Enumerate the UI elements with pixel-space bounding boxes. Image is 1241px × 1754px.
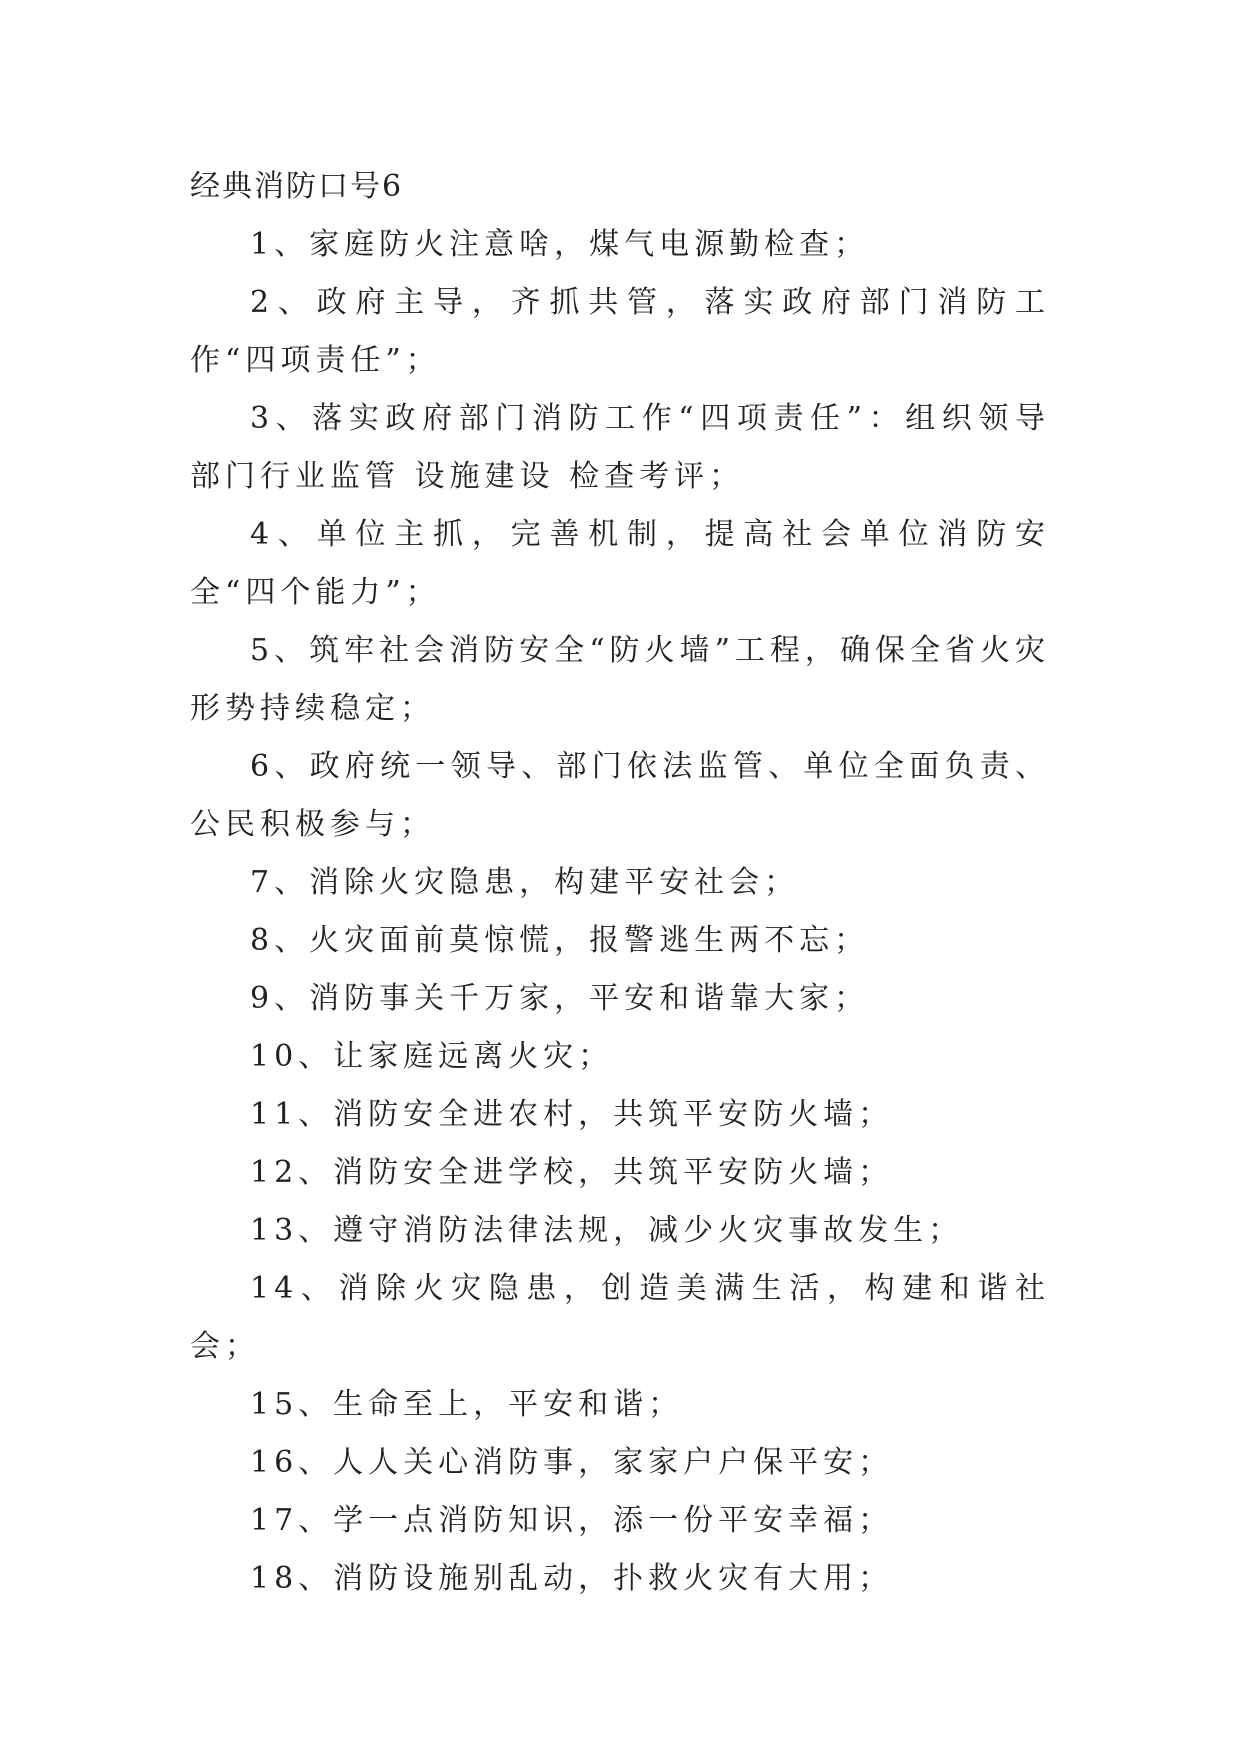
slogan-item-2: 2、政府主导，齐抓共管，落实政府部门消防工作“四项责任”； (190, 285, 1050, 378)
slogan-item-16: 16、人人关心消防事，家家户户保平安； (250, 1445, 894, 1480)
slogan-item-11: 11、消防安全进农村，共筑平安防火墙； (250, 1097, 894, 1132)
slogan-item-9: 9、消防事关千万家，平安和谐靠大家； (250, 981, 870, 1016)
slogan-item-8: 8、火灾面前莫惊慌，报警逃生两不忘； (250, 923, 870, 958)
document-title: 经典消防口号6 (190, 169, 404, 204)
slogan-item-13: 13、遵守消防法律法规，减少火灾事故发生； (250, 1213, 964, 1248)
slogan-item-15: 15、生命至上，平安和谐； (250, 1387, 684, 1422)
slogan-item-17: 17、学一点消防知识，添一份平安幸福； (250, 1503, 894, 1538)
slogan-item-10: 10、让家庭远离火灾； (250, 1039, 614, 1074)
slogan-item-7: 7、消除火灾隐患，构建平安社会； (250, 865, 800, 900)
slogan-item-3: 3、落实政府部门消防工作“四项责任”：组织领导 部门行业监管 设施建设 检查考评； (190, 401, 1050, 494)
slogan-item-4: 4、单位主抓，完善机制，提高社会单位消防安全“四个能力”； (190, 517, 1050, 610)
slogan-item-12: 12、消防安全进学校，共筑平安防火墙； (250, 1155, 894, 1190)
slogan-item-14: 14、消除火灾隐患，创造美满生活，构建和谐社会； (190, 1271, 1050, 1364)
slogan-item-18: 18、消防设施别乱动，扑救火灾有大用； (250, 1561, 894, 1596)
slogan-item-1: 1、家庭防火注意啥，煤气电源勤检查； (250, 227, 870, 262)
slogan-item-6: 6、政府统一领导、部门依法监管、单位全面负责、公民积极参与； (190, 749, 1050, 842)
document-body (190, 158, 1050, 1608)
slogan-item-5: 5、筑牢社会消防安全“防火墙”工程，确保全省火灾形势持续稳定； (190, 633, 1050, 726)
